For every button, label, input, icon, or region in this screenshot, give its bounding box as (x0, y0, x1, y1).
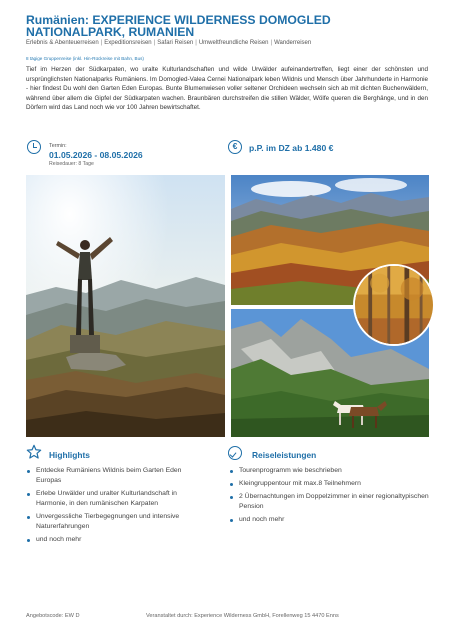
intro-paragraph: Tief im Herzen der Südkarpaten, wo uralte Kulturlandschaften und wilde Urwälder aufeinandertreffen, liegt einer der schönsten und ursprünglichsten Nationalparks Rumäniens. Im Domogled-Valea Cernei Nationalpark leben Wildnis und Mensch über Jahrhunderte in Harmonie - hier findest Du wohl den Garten Eden Europas. Bunte Blumenwiesen voller seltener Orchideen wechseln sich ab mit dichten Buchenwäldern, während über allem die Gipfel der Südkarpaten wachen. Braunbären durchstreifen die stillen Wälder, Wölfe queren die Berghänge, und in den Dörfern wird das Land noch wie vor 100 Jahren bewirtschaftet. (26, 66, 428, 111)
category-separator: | (270, 40, 273, 46)
category-separator: | (100, 40, 103, 46)
star-icon (26, 444, 42, 460)
highlights-heading: Highlights (49, 450, 90, 460)
hiker-summit-photo (26, 175, 225, 437)
services-list (229, 466, 429, 528)
organizer-info: Veranstaltet durch: Experience Wilderness GmbH, Forellenweg 15 4470 Enns (146, 613, 339, 619)
list-item: und noch mehr (229, 515, 429, 525)
termin-label: Termin: (49, 143, 67, 149)
list-item: Entdecke Rumäniens Wildnis beim Garten Eden Europas (26, 466, 206, 486)
category-item[interactable]: Safari Reisen (157, 40, 194, 46)
category-list (26, 40, 436, 46)
offer-code: Angebotscode: EW D (26, 613, 80, 619)
services-heading: Reiseleistungen (252, 450, 317, 460)
highlights-list (26, 466, 206, 548)
page-title: Rumänien: EXPERIENCE WILDERNESS DOMOGLED NATIONALPARK, RUMANIEN (26, 13, 331, 39)
beech-forest-photo (353, 264, 435, 346)
list-item: Kleingruppentour mit max.8 Teilnehmern (229, 479, 429, 489)
price-text: p.P. im DZ ab 1.480 € (249, 143, 334, 153)
list-item: 2 Übernachtungen im Doppelzimmer in einer regionaltypischen Pension (229, 492, 429, 512)
category-separator: | (153, 40, 156, 46)
termin-dates: 01.05.2026 - 08.05.2026 (49, 150, 143, 160)
list-item: Tourenprogramm wie beschrieben (229, 466, 429, 476)
trip-type-tag: 8 tägige Gruppenreise (inkl. Hin-Rückreise mit Bahn, Bus) (26, 56, 144, 61)
category-item[interactable]: Wanderreisen (274, 40, 312, 46)
euro-icon: € (228, 140, 242, 154)
list-item: Unvergessliche Tierbegegnungen und intensive Naturerfahrungen (26, 512, 206, 532)
category-separator: | (195, 40, 197, 46)
list-item: und noch mehr (26, 535, 206, 545)
check-circle-icon (228, 446, 242, 460)
category-item[interactable]: Erlebnis & Abenteuerreisen (26, 40, 99, 46)
list-item: Erlebe Urwälder und uralter Kulturlandschaft in Harmonie, in den rumänischen Karpaten (26, 489, 206, 509)
clock-icon (27, 140, 41, 154)
category-item[interactable]: Umweltfreundliche Reisen (198, 40, 269, 46)
termin-duration: Reisedauer: 8 Tage (49, 161, 94, 167)
category-item[interactable]: Expeditionsreisen (104, 40, 152, 46)
